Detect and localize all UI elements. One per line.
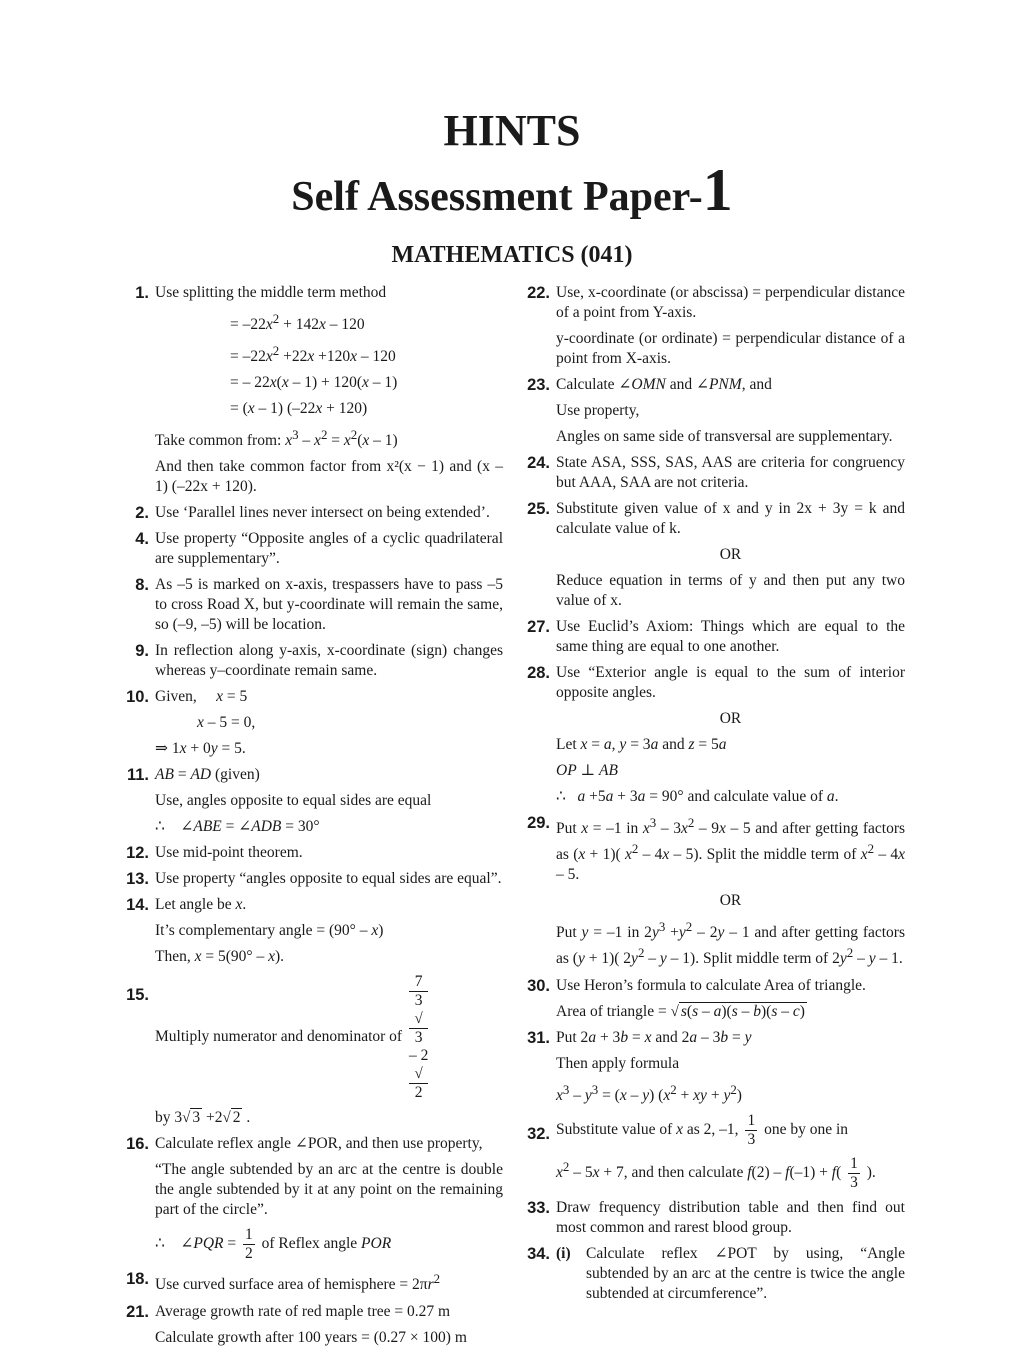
hint-text: In reflection along y-axis, x-coordinate (sign) changes whereas y–coordinate remain same. — [155, 642, 503, 680]
hint-item-32 — [519, 1112, 905, 1192]
hint-text: Use, x-coordinate (or abscissa) = perpendicular distance of a point from Y-axis. — [556, 284, 905, 321]
hint-item-8 — [118, 575, 503, 635]
item-number: 30. — [527, 976, 550, 995]
hint-item-1 — [118, 283, 503, 497]
item-number: 27. — [527, 618, 550, 636]
equation-line: It’s complementary angle = (90° – x) — [155, 922, 384, 940]
hint-text: Angles on same side of transversal are supplementary. — [556, 428, 893, 445]
hint-item-14 — [118, 895, 503, 967]
equation-line: OP ⊥ AB — [556, 762, 618, 779]
or-divider: OR — [719, 892, 742, 910]
hint-item-10 — [118, 687, 503, 759]
page-subtitle — [0, 157, 1024, 223]
sub-item-label: (i) — [556, 1244, 571, 1262]
subject-heading: MATHEMATICS (041) — [391, 242, 633, 268]
hint-text: As –5 is marked on x-axis, trespassers have to pass –5 to cross Road X, but y-coordinate will remain the same, so (–9, –5) will be location. — [155, 576, 503, 634]
item-number: 10. — [126, 688, 149, 707]
equation-line: $x^3 - y^3 = (x - y) (x^2$ + xy + $y^2$) — [556, 1081, 742, 1104]
fraction: $\frac{1}{3}$ — [850, 1154, 858, 1191]
hint-item-28 — [519, 663, 905, 807]
hint-text: Calculate growth after 100 years = (0.27 × 100) m — [155, 1328, 467, 1346]
equation-line: Substitute value of x as 2, –1, $\frac{1}{3}$ one by one in — [556, 1111, 849, 1148]
equation-line: ∴ a +5a + 3a = 90° and calculate value of a. — [556, 788, 839, 805]
item-number: 2. — [135, 504, 149, 523]
equation-line: = – 22x(x – 1) + 120(x – 1) — [230, 374, 398, 392]
hint-item-24 — [519, 453, 905, 493]
hint-item-29 — [519, 813, 905, 970]
hint-item-22 — [519, 283, 905, 369]
equation-line: = $-22x^2 + 142x - 120$ — [230, 311, 365, 334]
hint-text: Use, angles opposite to equal sides are equal — [155, 792, 432, 810]
item-number: 24. — [527, 454, 550, 472]
equation-line: x – 5 = 0, — [197, 714, 256, 732]
hint-text: Use “Exterior angle is equal to the sum of interior opposite angles. — [556, 664, 905, 701]
hint-text: Use mid-point theorem. — [155, 844, 303, 862]
hint-text: Use Heron’s formula to calculate Area of triangle. — [556, 976, 866, 994]
item-number: 13. — [126, 870, 149, 889]
hint-text: Reduce equation in terms of y and then put any two value of x. — [556, 572, 905, 609]
hint-text: And then take common factor from x²(x − 1) and (x – 1) (–22x + 120). — [155, 458, 503, 496]
hint-item-27 — [519, 617, 905, 657]
page-header — [0, 105, 1024, 270]
hint-item-11 — [118, 765, 503, 837]
hint-item-16 — [118, 1134, 503, 1263]
hint-text: “The angle subtended by an arc at the centre is double the angle subtended by it at any point on the remaining part of the circle”. — [155, 1161, 503, 1219]
hint-text: Take common from: $x^3 - x^2 = x^2(x - 1)$ — [155, 427, 398, 450]
equation-line: = $-22x^2 +22x +120x - 120$ — [230, 343, 396, 366]
equation-line: Let x = a, y = 3a and z = 5a — [556, 736, 727, 753]
sub-item — [556, 1244, 905, 1304]
item-number: 11. — [126, 766, 149, 785]
hint-text: Use property “Opposite angles of a cyclic quadrilateral are supplementary”. — [155, 530, 503, 568]
item-number: 31. — [527, 1028, 550, 1047]
equation-line: Put 2a + 3b = x and 2a – 3b = y — [556, 1028, 752, 1046]
item-number: 14. — [126, 896, 149, 915]
item-number: 32. — [527, 1124, 550, 1143]
hint-text: Use property, — [556, 402, 640, 419]
item-number: 29. — [527, 814, 550, 832]
equation-line: by 3√ 3 +2√ 2 . — [155, 1109, 251, 1127]
equation-line: ∴ ∠PQR = $\frac{1}{2}$ of Reflex angle POR — [155, 1226, 392, 1263]
item-number: 33. — [527, 1198, 550, 1217]
item-number: 8. — [135, 576, 149, 595]
equation-line: $x^2 - 5x + 7$, and then calculate f(2) – f(–1) + f( $\frac{1}{3}$ ). — [556, 1154, 876, 1191]
hint-item-9 — [118, 641, 503, 681]
left-column — [118, 283, 503, 1354]
hint-item-34 — [519, 1244, 905, 1304]
hint-text: Calculate reflex ∠POT by using, “Angle subtended by an arc at the centre is twice the angle subtended at circumference”. — [586, 1244, 905, 1302]
item-number: 16. — [126, 1135, 149, 1154]
equation-line: Given, x = 5 — [155, 688, 248, 706]
fraction: 7 3 √ 3 – 2 √ 2 — [408, 973, 429, 1102]
hint-item-18 — [118, 1269, 503, 1295]
hint-item-33 — [519, 1198, 905, 1238]
equation-line: = (x – 1) (–22x + 120) — [230, 400, 368, 418]
subtitle-number: 1 — [702, 157, 733, 223]
subtitle-text: Self Assessment Paper- — [291, 174, 703, 220]
hint-text: Use splitting the middle term method — [155, 284, 387, 301]
hint-item-25 — [519, 499, 905, 611]
hint-text: Use ‘Parallel lines never intersect on being extended’. — [155, 504, 490, 522]
item-number: 21. — [126, 1302, 149, 1321]
equation-line: Calculate ∠OMN and ∠PNM, and — [556, 376, 772, 393]
hint-item-23 — [519, 375, 905, 447]
equation-line: Multiply numerator and denominator of 7 3 √ 3 – 2 √ 2 — [155, 973, 429, 1102]
hint-item-30 — [519, 976, 905, 1022]
hint-item-13 — [118, 869, 503, 889]
hint-text: Use Euclid’s Axiom: Things which are equal to the same thing are equal to one another. — [556, 618, 905, 655]
hint-text: Substitute given value of x and y in 2x + 3y = k and calculate value of k. — [556, 500, 905, 537]
item-number: 18. — [126, 1270, 149, 1289]
item-number: 4. — [135, 530, 149, 549]
hint-item-31 — [519, 1028, 905, 1106]
hint-text: Use property “angles opposite to equal sides are equal”. — [155, 870, 502, 888]
hint-text: y-coordinate (or ordinate) = perpendicular distance of a point from X-axis. — [556, 330, 905, 367]
equation-line: ⇒ 1x + 0y = 5. — [155, 740, 246, 758]
item-number: 15. — [126, 986, 149, 1005]
equation-line: ∴ ∠ABE = ∠ADB = 30° — [155, 818, 320, 836]
hint-text: Calculate reflex angle ∠POR, and then use property, — [155, 1135, 483, 1153]
hint-text: Average growth rate of red maple tree = 0.27 m — [155, 1302, 451, 1320]
hint-item-15 — [118, 973, 503, 1128]
hint-text: Then apply formula — [556, 1054, 680, 1072]
page-title: HINTS — [443, 106, 581, 155]
equation-line: Then, x = 5(90° – x). — [155, 948, 285, 966]
or-divider: OR — [719, 546, 742, 563]
item-number: 23. — [527, 376, 550, 394]
equation-line: Put x = –1 in $x^3 - 3x^2 - 9x - 5$ and after getting factors as (x + 1)( $x^2 - 4x - 5$). Split the middle term of $x^2 - 4x - 5$. — [556, 815, 906, 884]
item-number: 28. — [527, 664, 550, 682]
hint-item-12 — [118, 843, 503, 863]
item-number: 25. — [527, 500, 550, 518]
item-number: 12. — [126, 844, 149, 863]
hint-item-2 — [118, 503, 503, 523]
item-number: 9. — [135, 642, 149, 661]
item-number: 1. — [135, 284, 149, 302]
equation-line: AB = AD (given) — [155, 766, 260, 784]
equation-line: Put y = –1 in $2y^3 +y^2 - 2y - 1$ and after getting factors as (y + 1)( $2y^2$ – y – 1). Split middle term of $2y^2$ – y – 1. — [556, 919, 905, 968]
hint-item-4 — [118, 529, 503, 569]
equation-line: Use curved surface area of hemisphere = $2\pi r^2$ — [155, 1271, 441, 1294]
item-number: 34. — [527, 1244, 550, 1263]
hint-text: State ASA, SSS, SAS, AAS are criteria for congruency but AAA, SAA are not criteria. — [556, 454, 905, 491]
fraction: $\frac{1}{3}$ — [747, 1111, 756, 1148]
or-divider: OR — [719, 710, 742, 727]
right-column — [519, 283, 905, 1310]
item-number: 22. — [527, 284, 550, 302]
equation-line: Let angle be x. — [155, 896, 247, 914]
equation-line: Area of triangle = √ s(s – a)(s – b)(s – c) — [556, 1002, 805, 1020]
hint-text: Draw frequency distribution table and then find out most common and rarest blood group. — [556, 1198, 905, 1236]
fraction: $\frac{1}{2}$ — [245, 1226, 253, 1263]
